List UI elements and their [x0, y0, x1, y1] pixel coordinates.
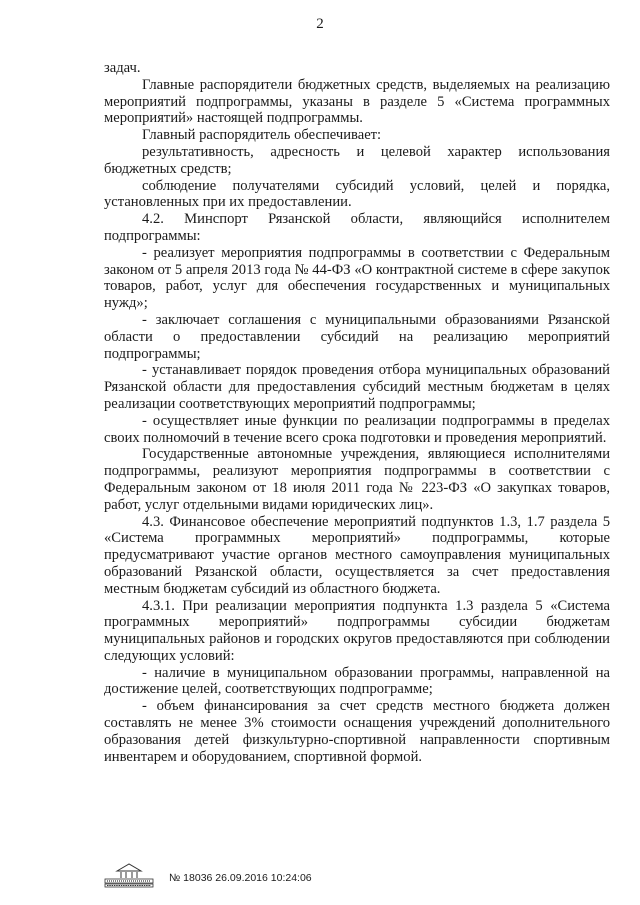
paragraph: Государственные автономные учреждения, являющиеся исполнителями подпрограммы, реализуют мероприятия подпрограммы в соответствии с Федеральным законом от 18 июля 2011 года № 223-ФЗ «О закупках товаров, работ, услуг отдельными видами юридических лиц».: [104, 446, 610, 513]
paragraph: соблюдение получателями субсидий условий, целей и порядка, установленных при их предоставлении.: [104, 177, 610, 211]
paragraph: - устанавливает порядок проведения отбора муниципальных образований Рязанской области для предоставления субсидий местным бюджетам в целях реализации соответствующих мероприятий подпрограммы;: [104, 362, 610, 412]
paragraph: Главные распорядители бюджетных средств, выделяемых на реализацию мероприятий подпрограммы, указаны в разделе 5 «Система программных мероприятий» настоящей подпрограммы.: [104, 76, 610, 127]
paragraph: - заключает соглашения с муниципальными образованиями Рязанской области о предоставлении субсидий на реализацию мероприятий подпрограммы;: [104, 311, 610, 362]
registration-stamp: № 18036 26.09.2016 10:24:06: [169, 872, 312, 884]
page-number: 2: [316, 16, 324, 32]
registry-logo-icon: [103, 862, 155, 888]
paragraph: - реализует мероприятия подпрограммы в соответствии с Федеральным законом от 5 апреля 2013 года № 44-ФЗ «О контрактной системе в сфере закупок товаров, работ, услуг для обеспечения государственных и муниципальных нужд»;: [104, 244, 610, 312]
paragraph: результативность, адресность и целевой характер использования бюджетных средств;: [104, 143, 610, 177]
document-body: [104, 60, 610, 765]
paragraph: 4.3.1. При реализации мероприятия подпункта 1.3 раздела 5 «Система программных мероприятий» подпрограммы субсидии бюджетам муниципальных районов и городских округов предоставляются при соблюдении следующих условий:: [104, 597, 610, 664]
paragraph: Главный распорядитель обеспечивает:: [142, 127, 382, 144]
paragraph: 4.2. Минспорт Рязанской области, являющийся исполнителем подпрограммы:: [104, 211, 610, 244]
paragraph: - осуществляет иные функции по реализации подпрограммы в пределах своих полномочий в течение всего срока подготовки и проведения мероприятий.: [104, 412, 610, 446]
paragraph: - объем финансирования за счет средств местного бюджета должен составлять не менее 3% стоимости оснащения учреждений дополнительного образования детей физкультурно-спортивной направленности спортивным инвентарем и оборудованием, спортивной формой.: [104, 698, 610, 765]
paragraph: - наличие в муниципальном образовании программы, направленной на достижение целей, соответствующих подпрограмме;: [104, 664, 610, 698]
paragraph: задач.: [104, 60, 141, 76]
paragraph: 4.3. Финансовое обеспечение мероприятий подпунктов 1.3, 1.7 раздела 5 «Система программных мероприятий» подпрограммы, которые предусматривают участие органов местного самоуправления муниципальных образований Рязанской области, осуществляется за счет предоставления местным бюджетам субсидий из областного бюджета.: [104, 513, 610, 597]
document-footer: [103, 862, 403, 892]
